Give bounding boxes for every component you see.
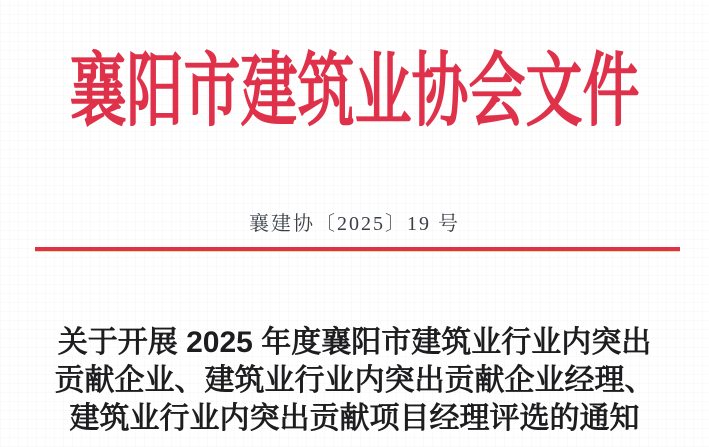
document-header-title: 襄阳市建筑业协会文件 (69, 47, 640, 137)
document-number: 襄建协〔2025〕19 号 (249, 213, 460, 235)
notice-title-line-1: 关于开展 2025 年度襄阳市建筑业行业内突出 (57, 326, 652, 359)
notice-title-line-2: 贡献企业、建筑业行业内突出贡献企业经理、 (54, 364, 655, 397)
notice-title (0, 324, 709, 438)
red-divider-line (35, 247, 680, 251)
notice-title-line-3: 建筑业行业内突出贡献项目经理评选的通知 (69, 402, 640, 435)
